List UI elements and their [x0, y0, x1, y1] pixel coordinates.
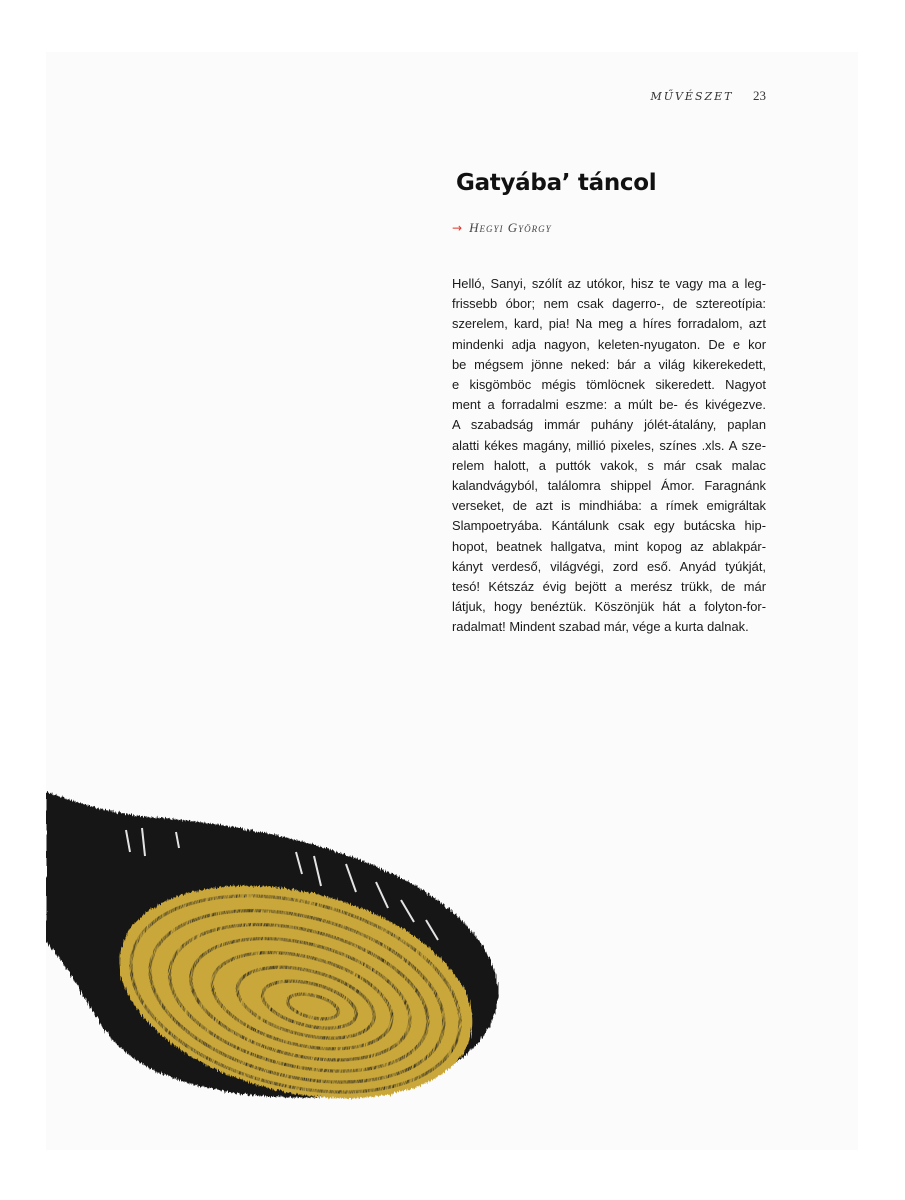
spoon-illustration [46, 782, 516, 1122]
body-line: tesó! Kétszáz évig bejött a merész trükk, de már [452, 579, 766, 595]
byline [452, 220, 552, 236]
body-line: Slampoetryába. Kántálunk csak egy butácska hip- [452, 518, 766, 534]
body-line: hopot, beatnek hallgatva, mint kopog az ablakpár- [452, 538, 766, 554]
section-label: MŰVÉSZET [650, 90, 734, 103]
body-line: radalmat! Mindent szabad már, vége a kurta dalnak. [452, 619, 749, 635]
body-line: e kisgömböc mégis tömlöcnek sikeredett. Nagyot [452, 377, 766, 393]
body-line: szerelem, kard, pia! Na meg a híres forradalom, azt [452, 316, 766, 332]
arrow-icon: → [452, 221, 463, 235]
body-line: A szabadság immár puhány jólét-átalány, paplan [452, 417, 766, 433]
body-line: frissebb óbor; nem csak dagerro-, de sztereotípia: [452, 296, 766, 312]
body-line: be mégsem jönne neked: bár a világ kikerekedett, [452, 356, 766, 372]
running-head [650, 88, 766, 104]
body-line: ment a forradalmi eszme: a múlt be- és kivégezve. [452, 397, 766, 413]
body-line: mindenki adja nagyon, keleten-nyugaton. De e kor [452, 336, 766, 352]
body-line: Helló, Sanyi, szólít az utókor, hisz te vagy ma a leg- [452, 276, 766, 291]
article-title: Gatyába’ táncol [456, 170, 657, 196]
body-line: látjuk, hogy benéztük. Köszönjük hát a folyton-for- [452, 599, 766, 615]
body-line: kányt verdeső, világvégi, zord eső. Anyád tyúkját, [452, 558, 766, 574]
body-line: alatti kékes magány, millió pixeles, színes .xls. A sze- [452, 437, 766, 453]
author-name: Hegyi György [469, 220, 552, 235]
magazine-page [46, 52, 858, 1150]
article-body [452, 274, 766, 638]
page-number: 23 [753, 88, 766, 103]
body-line: kalandvágyból, találomra shippel Ámor. Faragnánk [452, 478, 766, 494]
body-line: verseket, de azt is mindhiába: a rímek emigráltak [452, 498, 766, 514]
body-line: relem halott, a puttók vakok, s már csak malac [452, 457, 766, 473]
